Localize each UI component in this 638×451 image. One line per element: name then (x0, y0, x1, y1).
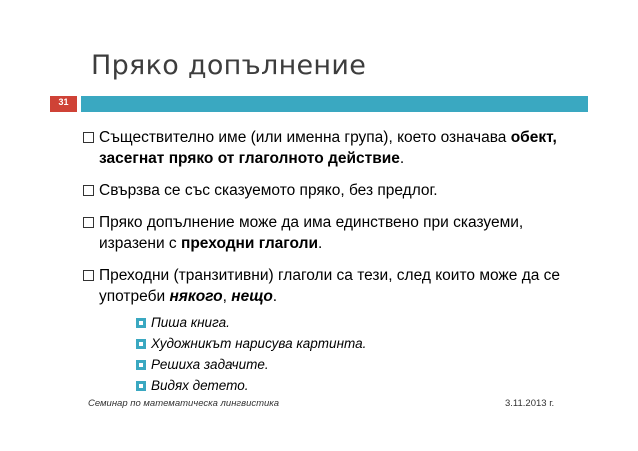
bullet-bold-text: обект, засегнат пряко от глаголното действие (99, 129, 557, 167)
footer-date: 3.11.2013 г. (505, 398, 555, 409)
bullet-item (68, 127, 578, 169)
example-text: Пиша книга. (151, 315, 230, 330)
example-item (99, 312, 578, 333)
bullet-bold-italic-text: нещо (231, 288, 273, 305)
example-text: Решиха задачите. (151, 357, 269, 372)
bullet-text: Свързва се със сказуемото пряко, без предлог. (99, 182, 438, 199)
bullet-bold-italic-text: някого (169, 288, 223, 305)
hollow-square-bullet-icon (83, 185, 94, 196)
hollow-square-bullet-icon (83, 132, 94, 143)
bullet-item (68, 212, 578, 254)
filled-square-bullet-icon (136, 360, 146, 370)
bullet-text: Преходни (транзитивни) глаголи са тези, след които може да се употреби (99, 267, 561, 305)
bullet-punct: . (272, 288, 278, 305)
hollow-square-bullet-icon (83, 270, 94, 281)
bullet-list (68, 127, 578, 407)
example-list (99, 312, 578, 396)
hollow-square-bullet-icon (83, 217, 94, 228)
example-item (99, 333, 578, 354)
filled-square-bullet-icon (136, 381, 146, 391)
example-text: Художникът нарисува картинта. (151, 336, 367, 351)
filled-square-bullet-icon (136, 318, 146, 328)
bullet-text: Съществително име (или именна група), което означава (99, 129, 511, 146)
title-divider-bar (81, 96, 588, 112)
slide-number-bar (50, 96, 77, 112)
example-item (99, 375, 578, 396)
bullet-punct: , (222, 288, 232, 305)
example-item (99, 354, 578, 375)
footer-course-title: Семинар по математическа лингвистика (88, 398, 280, 409)
bullet-text: Пряко допълнение може да има единствено при сказуеми, изразени с (99, 214, 524, 252)
filled-square-bullet-icon (136, 339, 146, 349)
slide-number: 31 (58, 97, 69, 107)
bullet-item (68, 265, 578, 396)
bullet-bold-text: преходни глаголи (180, 235, 318, 252)
slide-title: Пряко допълнение (91, 50, 367, 81)
bullet-punct: . (318, 235, 323, 252)
example-text: Видях детето. (151, 378, 249, 393)
bullet-punct: . (399, 150, 405, 167)
bullet-item (68, 180, 578, 201)
